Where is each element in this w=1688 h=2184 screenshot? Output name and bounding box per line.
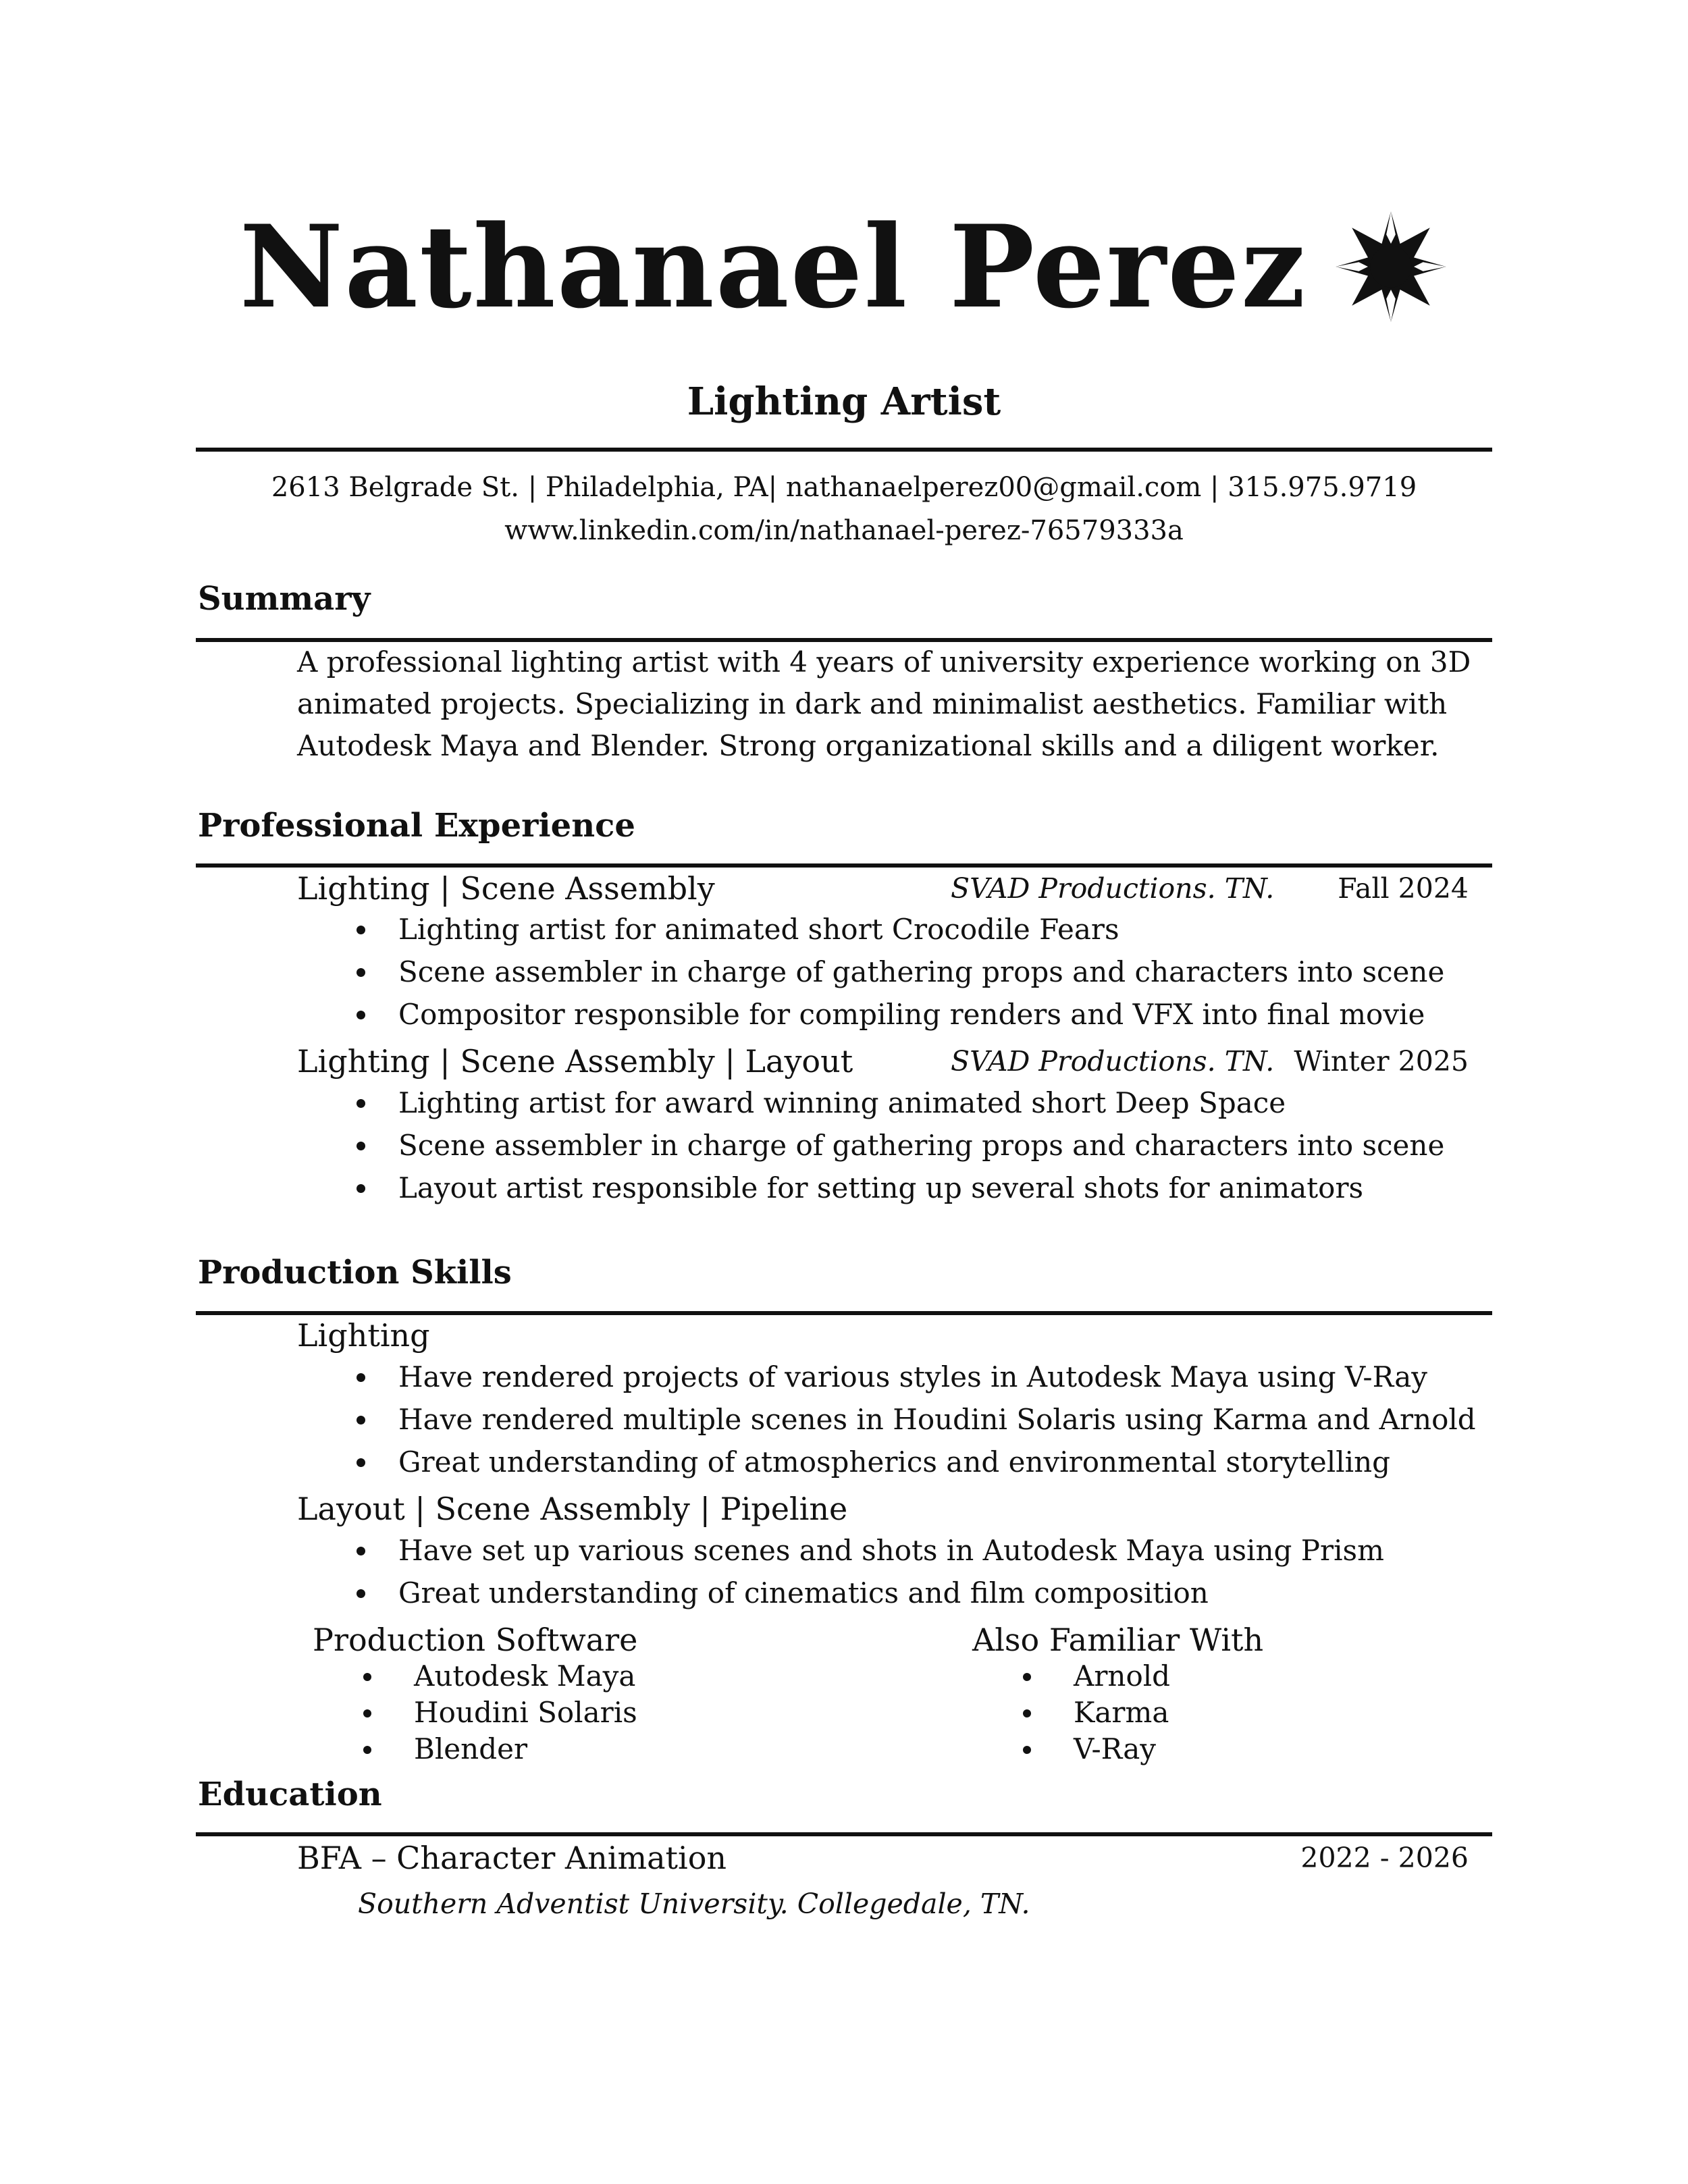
- eight-point-star-icon: [1334, 209, 1448, 324]
- software-item: Autodesk Maya: [414, 1658, 635, 1695]
- job-bullet: Lighting artist for award winning animated short Deep Space: [398, 1082, 1286, 1124]
- summary-line: animated projects. Specializing in dark and minimalist aesthetics. Familiar with: [297, 687, 1448, 720]
- bullet-dot: [357, 1099, 365, 1108]
- job-bullet: Lighting artist for animated short Crocodile Fears: [398, 909, 1119, 951]
- software-item: Houdini Solaris: [414, 1695, 637, 1731]
- resume-name: Nathanael Perez: [239, 200, 1307, 334]
- familiar-item: Arnold: [1074, 1658, 1170, 1695]
- familiar-item: Karma: [1074, 1695, 1169, 1731]
- skill-bullet: Great understanding of cinematics and film composition: [398, 1572, 1209, 1614]
- summary-line: A professional lighting artist with 4 years of university experience working on 3D: [297, 645, 1471, 678]
- bullet-dot: [357, 1458, 365, 1467]
- skill-group-title: Layout | Scene Assembly | Pipeline: [297, 1491, 848, 1527]
- summary-line: Autodesk Maya and Blender. Strong organizational skills and a diligent worker.: [297, 729, 1440, 762]
- job-bullet: Layout artist responsible for setting up several shots for animators: [398, 1167, 1363, 1209]
- school: Southern Adventist University. Collegedale, TN.: [358, 1888, 1030, 1920]
- bullet-dot: [357, 1373, 365, 1382]
- bullet-dot: [363, 1709, 371, 1717]
- resume-name-row: [0, 189, 1688, 344]
- bullet-dot: [357, 926, 365, 934]
- degree: BFA – Character Animation: [297, 1840, 727, 1876]
- skill-group-title: Lighting: [297, 1317, 430, 1354]
- education-heading: Education: [198, 1776, 382, 1813]
- job-role: Lighting | Scene Assembly: [297, 870, 715, 907]
- skill-bullet: Have rendered multiple scenes in Houdini Solaris using Karma and Arnold: [398, 1399, 1476, 1441]
- bullet-dot: [357, 1547, 365, 1555]
- bullet-dot: [357, 1011, 365, 1019]
- job-bullet: Compositor responsible for compiling renders and VFX into final movie: [398, 994, 1425, 1036]
- skill-bullet: Have set up various scenes and shots in Autodesk Maya using Prism: [398, 1530, 1384, 1572]
- bullet-dot: [363, 1746, 371, 1754]
- linkedin-url: www.linkedin.com/in/nathanael-perez-76579333a: [504, 515, 1184, 546]
- skill-bullet: Great understanding of atmospherics and environmental storytelling: [398, 1441, 1390, 1483]
- job-bullet: Scene assembler in charge of gathering props and characters into scene: [398, 951, 1444, 993]
- job-role: Lighting | Scene Assembly | Layout: [297, 1043, 853, 1080]
- bullet-dot: [1023, 1709, 1031, 1717]
- bullet-dot: [357, 968, 365, 977]
- job-company: SVAD Productions. TN.: [951, 872, 1275, 905]
- familiar-title: Also Familiar With: [972, 1622, 1264, 1658]
- bullet-dot: [1023, 1746, 1031, 1754]
- bullet-dot: [1023, 1673, 1031, 1681]
- familiar-item: V-Ray: [1074, 1731, 1156, 1767]
- bullet-dot: [357, 1142, 365, 1150]
- software-title: Production Software: [313, 1622, 638, 1658]
- job-date: Winter 2025: [1294, 1045, 1469, 1077]
- bullet-dot: [357, 1589, 365, 1598]
- education-years: 2022 - 2026: [1300, 1842, 1469, 1874]
- bullet-dot: [363, 1673, 371, 1681]
- software-item: Blender: [414, 1731, 527, 1767]
- job-bullet: Scene assembler in charge of gathering props and characters into scene: [398, 1125, 1444, 1167]
- bullet-dot: [357, 1184, 365, 1193]
- skills-heading: Production Skills: [198, 1254, 512, 1291]
- job-company: SVAD Productions. TN.: [951, 1045, 1275, 1077]
- job-date: Fall 2024: [1338, 872, 1469, 905]
- header-divider: [196, 448, 1492, 452]
- bullet-dot: [357, 1416, 365, 1424]
- job-title: Lighting Artist: [687, 379, 1001, 424]
- skill-bullet: Have rendered projects of various styles in Autodesk Maya using V-Ray: [398, 1356, 1427, 1398]
- summary-heading: Summary: [198, 580, 371, 618]
- experience-heading: Professional Experience: [198, 807, 635, 845]
- contact-line: 2613 Belgrade St. | Philadelphia, PA| nathanaelperez00@gmail.com | 315.975.9719: [271, 472, 1417, 503]
